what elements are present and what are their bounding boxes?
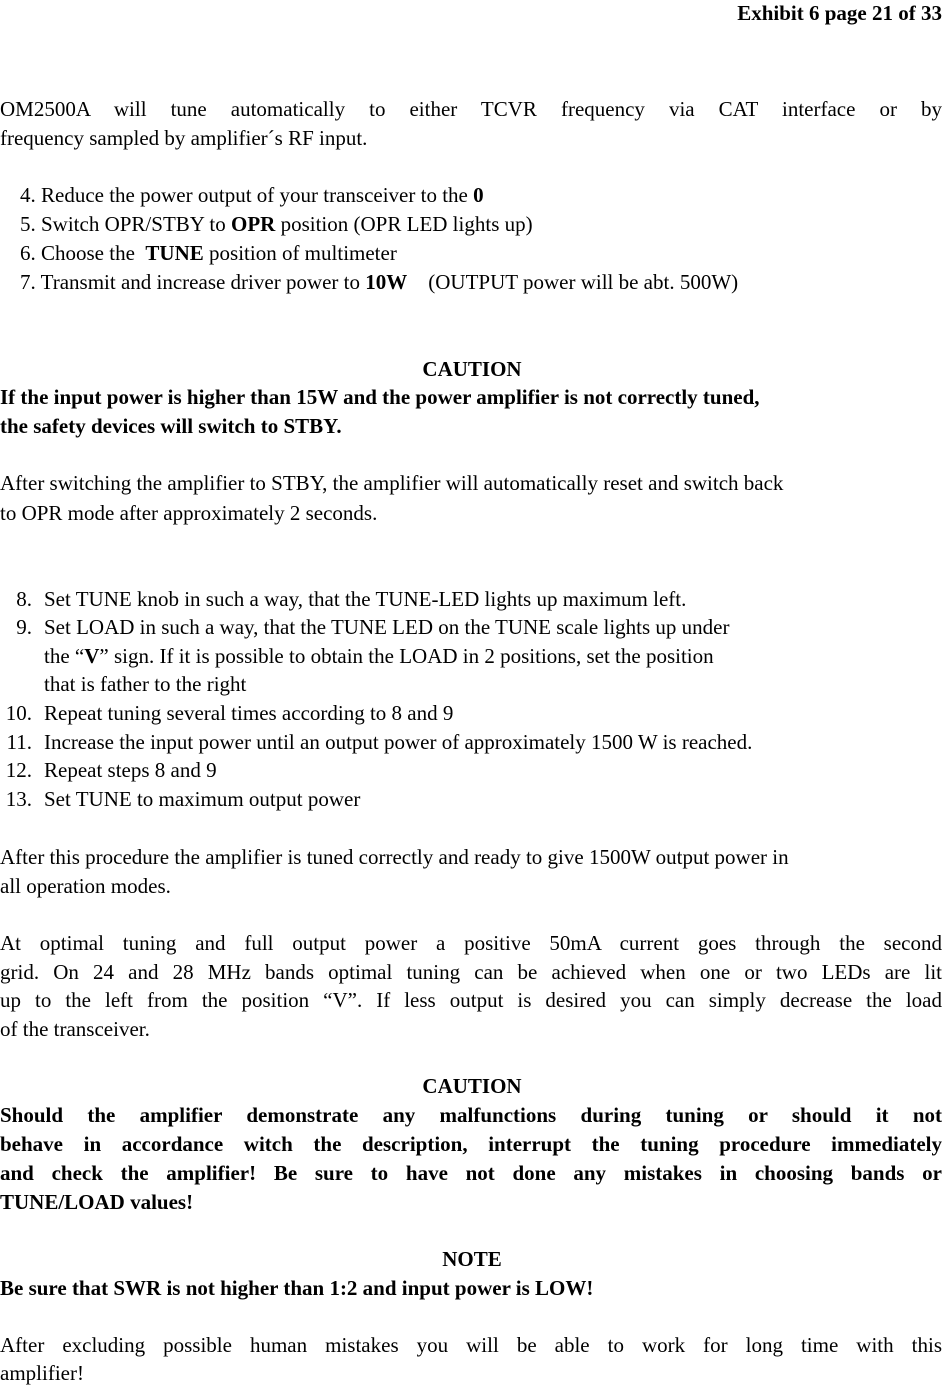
after-procedure-line-1: After this procedure the amplifier is tuned correctly and ready to give 1500W output power in	[0, 845, 789, 869]
step-7	[20, 268, 738, 297]
step-9-line-2	[44, 642, 714, 671]
step-number: 4.	[20, 183, 36, 207]
step-text: Repeat tuning several times according to 8 and 9	[44, 701, 454, 725]
caution-2-line-3: and check the amplifier! Be sure to have not done any mistakes in choosing bands or	[0, 1161, 942, 1185]
step-text: Set TUNE knob in such a way, that the TUNE-LED lights up maximum left.	[44, 587, 687, 611]
step-text-post: ” sign. If it is possible to obtain the LOAD in 2 positions, set the position	[99, 644, 714, 668]
step-4	[20, 181, 484, 210]
caution-2-title: CAUTION	[422, 1074, 522, 1098]
step-number: 10.	[5, 701, 32, 725]
after-procedure-line-2: all operation modes.	[0, 874, 171, 898]
step-bold: TUNE	[145, 241, 204, 265]
optimal-line-3: up to the left from the position “V”. If less output is desired you can simply decrease the load	[0, 988, 942, 1012]
step-text-post: position (OPR LED lights up)	[275, 212, 533, 236]
caution-1-line-1: If the input power is higher than 15W and the power amplifier is not correctly tuned,	[0, 385, 760, 409]
optimal-line-1: At optimal tuning and full output power a positive 50mA current goes through the second	[0, 931, 942, 955]
caution-1-title: CAUTION	[422, 357, 522, 381]
step-6	[20, 239, 397, 268]
step-text-post: position of multimeter	[203, 241, 397, 265]
step-text: Reduce the power output of your transceiver to the	[41, 183, 474, 207]
step-number: 8.	[16, 587, 32, 611]
after-stby-line-2: to OPR mode after approximately 2 seconds.	[0, 501, 378, 525]
step-text: the “	[44, 644, 85, 668]
step-text: Switch OPR/STBY to	[41, 212, 232, 236]
step-bold: 0	[473, 183, 484, 207]
after-stby-line-1: After switching the amplifier to STBY, the amplifier will automatically reset and switch back	[0, 471, 784, 495]
step-text: Choose the	[41, 241, 146, 265]
step-text-post: (OUTPUT power will be abt. 500W)	[407, 270, 739, 294]
caution-1-line-2: the safety devices will switch to STBY.	[0, 414, 342, 438]
step-number: 13.	[5, 787, 32, 811]
step-text: Repeat steps 8 and 9	[44, 758, 217, 782]
step-text: Transmit and increase driver power to	[40, 270, 366, 294]
step-number: 9.	[16, 615, 32, 639]
optimal-line-4: of the transceiver.	[0, 1017, 150, 1041]
intro-line-2: frequency sampled by amplifier´s RF input.	[0, 126, 368, 150]
note-title: NOTE	[442, 1247, 502, 1271]
step-text: Increase the input power until an output power of approximately 1500 W is reached.	[44, 730, 753, 754]
step-number: 7.	[20, 270, 36, 294]
step-bold: OPR	[231, 212, 276, 236]
step-bold: 10W	[365, 270, 408, 294]
page-header: Exhibit 6 page 21 of 33	[737, 1, 942, 25]
closing-line-2: amplifier!	[0, 1361, 84, 1385]
step-number: 11.	[6, 730, 32, 754]
optimal-line-2: grid. On 24 and 28 MHz bands optimal tuning can be achieved when one or two LEDs are lit	[0, 960, 942, 984]
intro-line-1: OM2500A will tune automatically to either TCVR frequency via CAT interface or by	[0, 97, 942, 121]
step-number: 6.	[20, 241, 36, 265]
closing-line-1: After excluding possible human mistakes you will be able to work for long time with this	[0, 1333, 942, 1357]
step-9-line-3: that is father to the right	[44, 672, 247, 696]
step-5	[20, 210, 533, 239]
step-text-line-1: Set LOAD in such a way, that the TUNE LED on the TUNE scale lights up under	[44, 615, 730, 639]
step-text: Set TUNE to maximum output power	[44, 787, 361, 811]
caution-2-line-2: behave in accordance witch the description, interrupt the tuning procedure immediately	[0, 1132, 942, 1156]
note-line-1: Be sure that SWR is not higher than 1:2 and input power is LOW!	[0, 1276, 594, 1300]
v-sign: V	[84, 644, 100, 668]
step-number: 12.	[5, 758, 32, 782]
caution-2-line-4: TUNE/LOAD values!	[0, 1190, 194, 1214]
step-number: 5.	[20, 212, 36, 236]
caution-2-line-1: Should the amplifier demonstrate any malfunctions during tuning or should it not	[0, 1103, 942, 1127]
